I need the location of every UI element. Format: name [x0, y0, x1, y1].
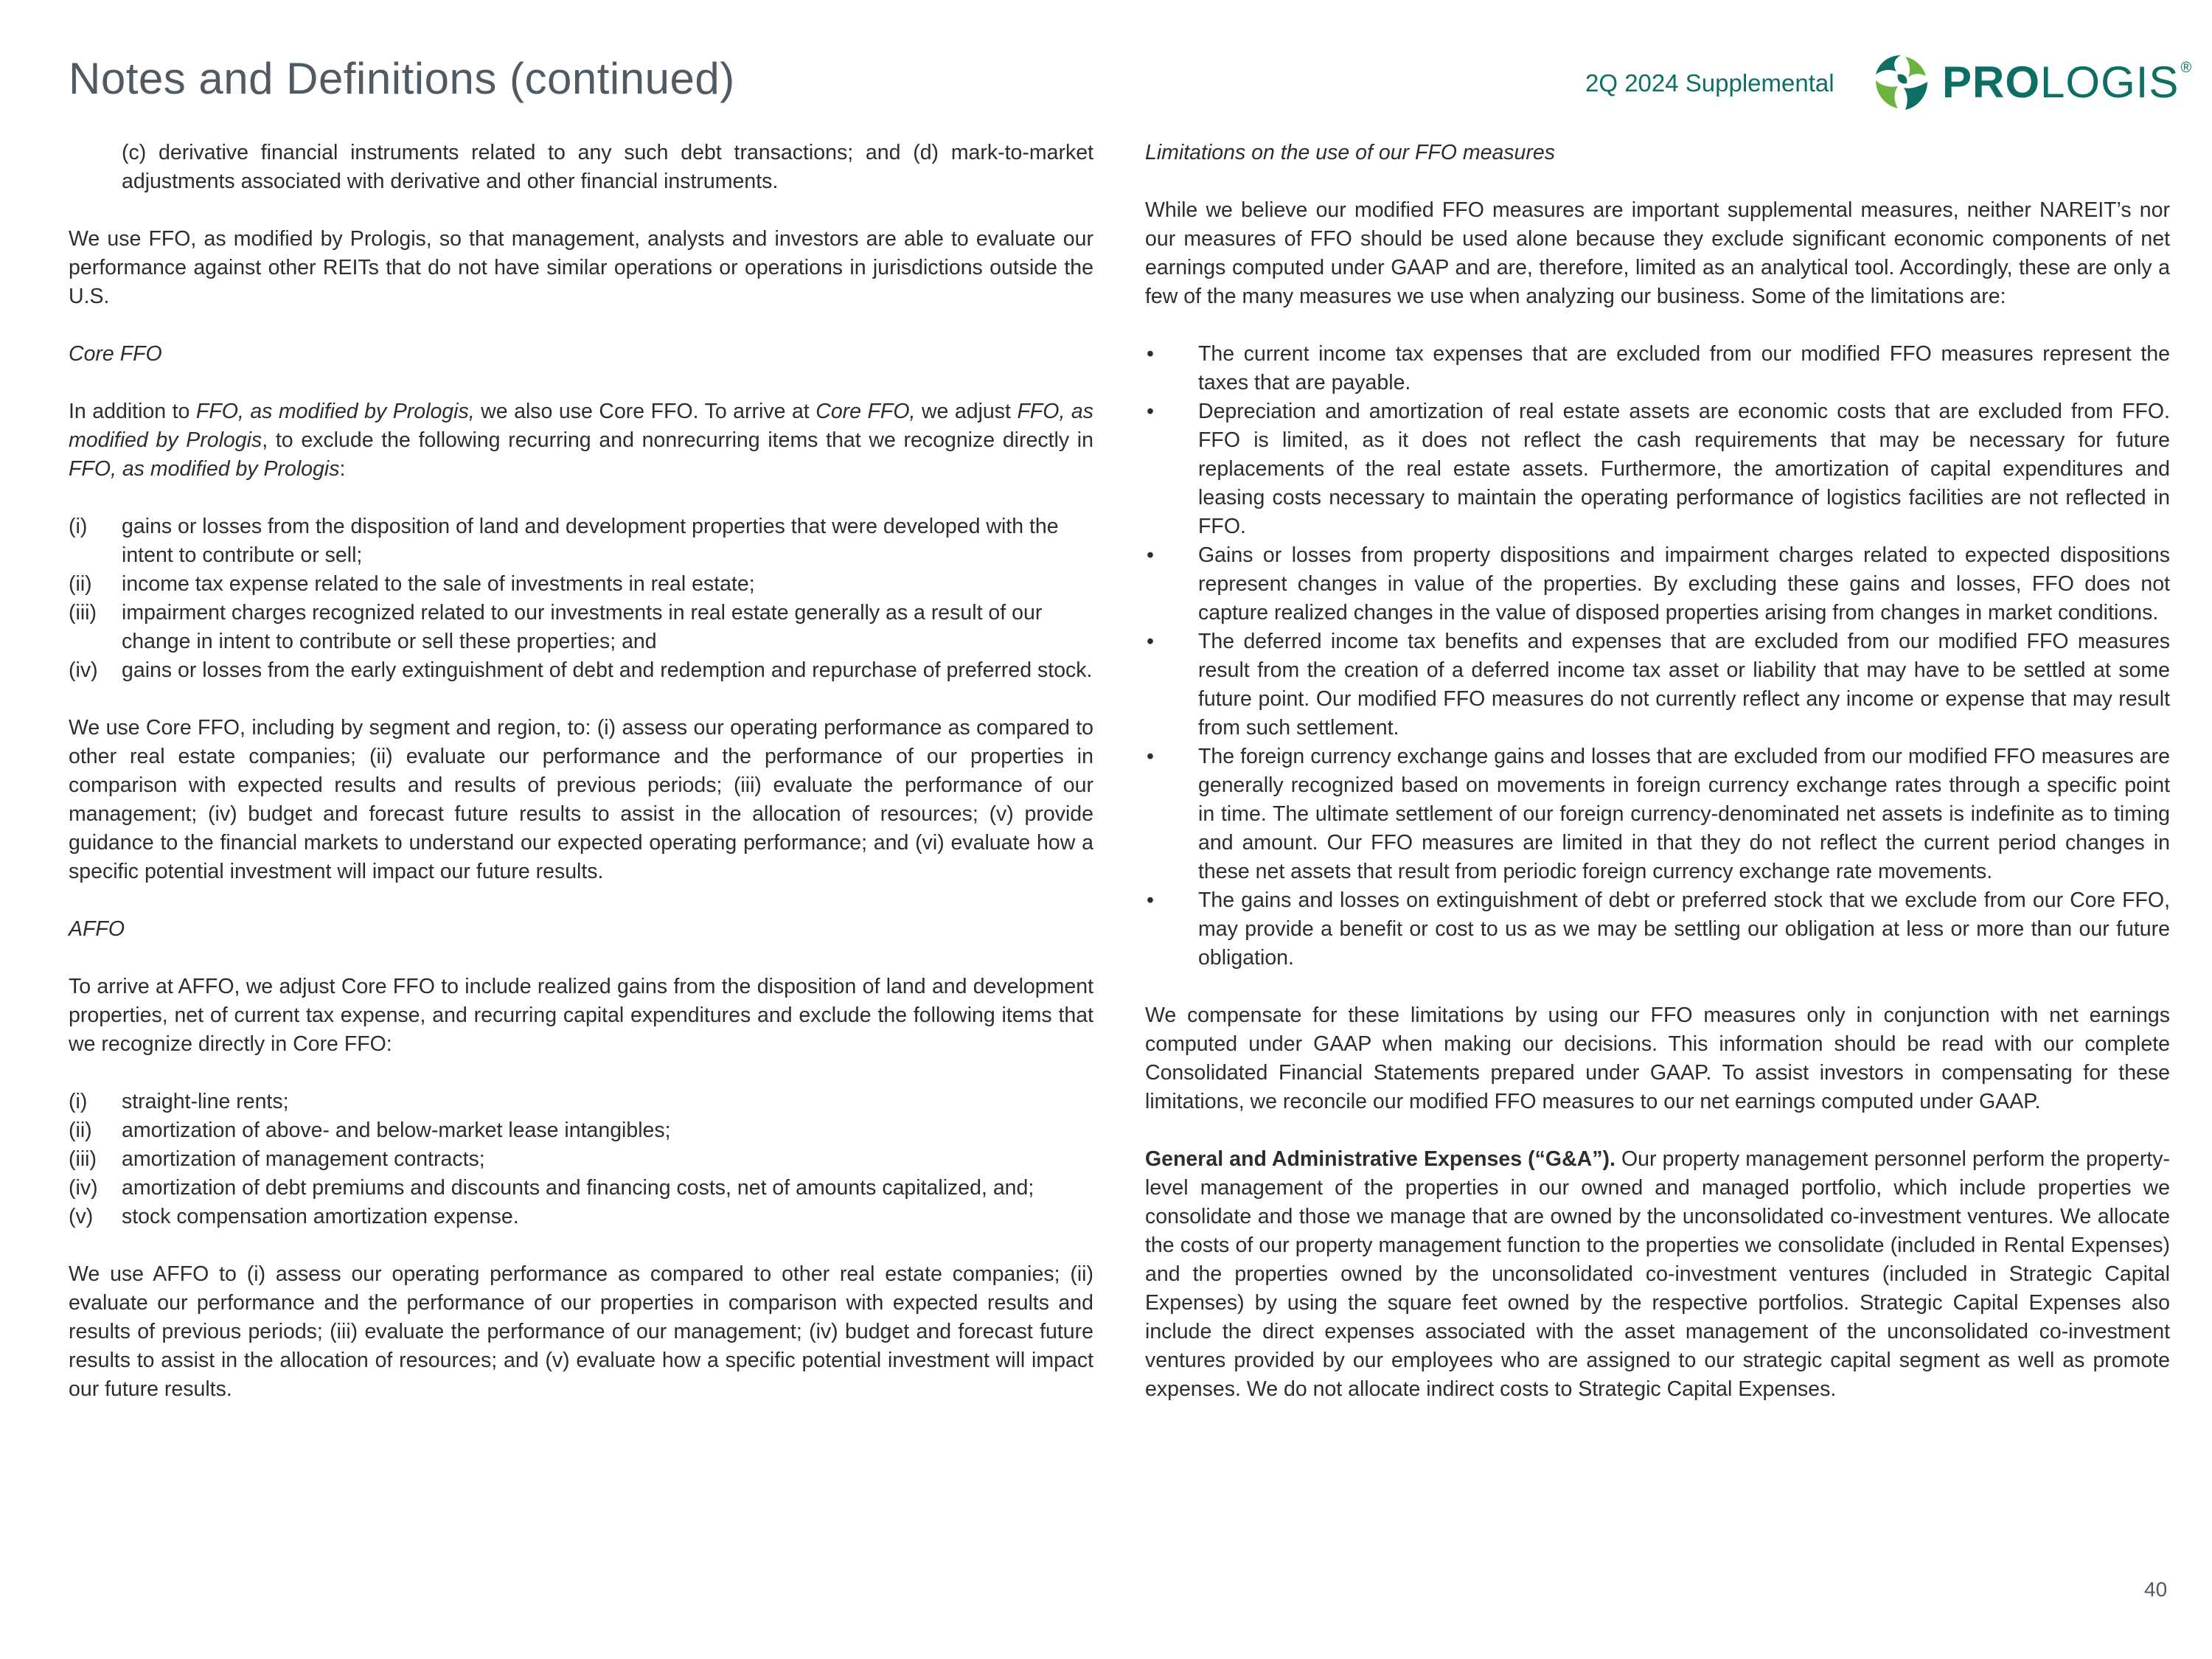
- list-item: [69, 1174, 1093, 1203]
- list-item-number: (iv): [69, 658, 98, 682]
- list-item: [69, 656, 1093, 685]
- core-intro-italic-3: FFO, as modified by Prologis: [69, 400, 1093, 452]
- bullet-icon: •: [1147, 342, 1154, 366]
- core-intro-text-5: :: [339, 457, 346, 481]
- list-item-number: (i): [69, 1090, 88, 1113]
- list-item-text: The current income tax expenses that are excluded from our modified FFO measures represent the taxes that are payable.: [1198, 342, 2170, 394]
- list-item-text: straight-line rents;: [122, 1090, 289, 1113]
- list-item-text: The deferred income tax benefits and expenses that are excluded from our modified FFO measures result from the creation of a deferred income tax asset or liability that may have to be settled at some future point. Our modified FFO measures do not currently reflect any income or expense that may result from such settlement.: [1198, 630, 2170, 740]
- ga-paragraph: [1145, 1145, 2170, 1404]
- logo-text-regular: LOGIS: [2040, 58, 2180, 107]
- core-ffo-heading: Core FFO: [69, 342, 162, 366]
- affo-heading: AFFO: [69, 917, 125, 941]
- list-item: [69, 1088, 1093, 1116]
- list-item-text: stock compensation amortization expense.: [122, 1205, 519, 1228]
- limitations-intro: While we believe our modified FFO measures are important supplemental measures, neither NAREIT’s nor our measures of FFO should be used alone because they exclude significant economic components of net earnings computed under GAAP and are, therefore, limited as an analytical tool. Accordingly, these are only a few of the many measures we use when analyzing our business. Some of the limitations are:: [1145, 198, 2170, 308]
- core-ffo-use-paragraph: We use Core FFO, including by segment and region, to: (i) assess our operating performance as compared to other real estate companies; (ii) evaluate our performance and the performance of our properties in comparison with expected results and results of previous periods; (iii) evaluate the performance of our management; (iv) budget and forecast future results to assist in the allocation of resources; (v) provide guidance to the financial markets to understand our expected operating performance; and (vi) evaluate how a specific potential investment will impact our future results.: [69, 716, 1093, 883]
- logo-wordmark: [1942, 60, 2192, 105]
- list-item-text: gains or losses from the disposition of land and development properties that were developed with the intent to contribute or sell;: [122, 515, 1059, 567]
- list-item-number: (ii): [69, 572, 92, 596]
- list-item-text: Gains or losses from property dispositions and impairment charges related to expected dispositions represent changes in value of the properties. By excluding these gains and losses, FFO does not capture realized changes in the value of disposed properties arising from changes in market conditions.: [1198, 543, 2170, 625]
- core-intro-italic-1: FFO, as modified by Prologis,: [195, 400, 475, 423]
- core-intro-text-3: we adjust: [915, 400, 1018, 423]
- bullet-icon: •: [1147, 888, 1154, 912]
- ffo-modified-paragraph: We use FFO, as modified by Prologis, so that management, analysts and investors are able to evaluate our performance against other REITs that do not have similar operations or operations in jurisdictions outside the U.S.: [69, 227, 1093, 308]
- ga-heading: General and Administrative Expenses (“G&A”).: [1145, 1147, 1615, 1171]
- list-item-text: amortization of management contracts;: [122, 1147, 485, 1171]
- bullet-icon: •: [1147, 745, 1154, 768]
- page-number: 40: [2144, 1578, 2168, 1601]
- list-item-text: income tax expense related to the sale of investments in real estate;: [122, 572, 755, 596]
- list-item: [69, 1145, 1093, 1174]
- core-ffo-intro: [69, 397, 1093, 484]
- affo-items-list: [69, 1088, 1093, 1231]
- list-item-number: (ii): [69, 1119, 92, 1142]
- list-item: [1145, 340, 2170, 397]
- prologis-logo: [1871, 53, 2192, 112]
- affo-use-paragraph: We use AFFO to (i) assess our operating performance as compared to other real estate companies; (ii) evaluate our performance and the performance of our properties in comparison with expected results and results of previous periods; (iii) evaluate the performance of our management; (iv) budget and forecast future results to assist in the allocation of resources; and (v) evaluate how a specific potential investment will impact our future results.: [69, 1262, 1093, 1401]
- affo-intro: To arrive at AFFO, we adjust Core FFO to include realized gains from the disposition of land and development properties, net of current tax expense, and recurring capital expenditures and exclude the following items that we recognize directly in Core FFO:: [69, 975, 1093, 1056]
- list-item-number: (iii): [69, 601, 97, 625]
- list-item-text: The gains and losses on extinguishment of debt or preferred stock that we exclude from our Core FFO, may provide a benefit or cost to us as we may be settling our obligation at less or more than our future obligation.: [1198, 888, 2170, 970]
- list-item: [1145, 742, 2170, 886]
- page-title: Notes and Definitions (continued): [69, 54, 735, 103]
- list-item-text: amortization of above- and below-market lease intangibles;: [122, 1119, 671, 1142]
- right-column: [1145, 139, 2170, 1404]
- list-item-text: The foreign currency exchange gains and losses that are excluded from our modified FFO measures are generally recognized based on movements in foreign currency exchange rates through a specific point in time. The ultimate settlement of our foreign currency-denominated net assets is indefinite as to timing and amount. Our FFO measures are limited in that they do not reflect the current period changes in these net assets that result from periodic foreign currency exchange rate movements.: [1198, 745, 2170, 883]
- list-item: [69, 1116, 1093, 1145]
- core-intro-text-2: we also use Core FFO. To arrive at: [474, 400, 816, 423]
- left-column: [69, 139, 1093, 1404]
- list-item-text: impairment charges recognized related to our investments in real estate generally as a result of our change in intent to contribute or sell these properties; and: [122, 601, 1043, 653]
- list-item-number: (iv): [69, 1176, 98, 1200]
- limitations-bullet-list: [1145, 340, 2170, 973]
- registered-mark: ®: [2180, 60, 2193, 76]
- list-item: [1145, 627, 2170, 742]
- bullet-icon: •: [1147, 630, 1154, 653]
- list-item: [1145, 886, 2170, 973]
- limitations-heading: Limitations on the use of our FFO measures: [1145, 141, 1556, 164]
- core-ffo-items-list: [69, 512, 1093, 685]
- ga-text: Our property management personnel perform the property-level management of the properties in our owned and managed portfolio, which include properties we consolidate and those we manage that are owned by the unconsolidated co-investment ventures. We allocate the costs of our property management function to the properties we consolidate (included in Rental Expenses) and the properties owned by the unconsolidated co-investment ventures (included in Strategic Capital Expenses) by using the square feet owned by the respective portfolios. Strategic Capital Expenses also include the direct expenses associated with the asset management of the unconsolidated co-investment ventures provided by our employees who are assigned to our strategic capital segment as well as promote expenses. We do not allocate indirect costs to Strategic Capital Expenses.: [1145, 1147, 2170, 1401]
- continued-paragraph: (c) derivative financial instruments related to any such debt transactions; and (d) mark-to-market adjustments associated with derivative and other financial instruments.: [122, 141, 1093, 193]
- core-intro-italic-2: Core FFO,: [815, 400, 916, 423]
- core-intro-text-1: In addition to: [69, 400, 196, 423]
- list-item: [69, 512, 1093, 570]
- logo-text-bold: PRO: [1942, 58, 2041, 107]
- list-item-number: (iii): [69, 1147, 97, 1171]
- list-item: [69, 570, 1093, 599]
- list-item: [1145, 397, 2170, 541]
- list-item: [69, 1203, 1093, 1231]
- list-item-text: amortization of debt premiums and discounts and financing costs, net of amounts capitalized, and;: [122, 1176, 1034, 1200]
- report-period-label: 2Q 2024 Supplemental: [1585, 69, 1834, 97]
- core-intro-text-4: , to exclude the following recurring and nonrecurring items that we recognize directly in: [262, 428, 1093, 452]
- list-item-number: (i): [69, 515, 88, 538]
- list-item-text: gains or losses from the early extinguishment of debt and redemption and repurchase of preferred stock.: [122, 658, 1093, 682]
- bullet-icon: •: [1147, 400, 1154, 423]
- bullet-icon: •: [1147, 543, 1154, 567]
- prologis-leaf-globe-icon: [1871, 52, 1932, 113]
- list-item-number: (v): [69, 1205, 94, 1228]
- core-intro-italic-4: FFO, as modified by Prologis: [69, 457, 340, 481]
- list-item: [69, 599, 1093, 656]
- list-item: [1145, 541, 2170, 627]
- list-item-text: Depreciation and amortization of real estate assets are economic costs that are excluded from FFO. FFO is limited, as it does not reflect the cash requirements that may be necessary for future replacements of the real estate assets. Furthermore, the amortization of capital expenditures and leasing costs necessary to maintain the operating performance of logistics facilities are not reflected in FFO.: [1198, 400, 2170, 538]
- compensate-paragraph: We compensate for these limitations by using our FFO measures only in conjunction with net earnings computed under GAAP when making our decisions. This information should be read with our complete Consolidated Financial Statements prepared under GAAP. To assist investors in compensating for these limitations, we reconcile our modified FFO measures to our net earnings computed under GAAP.: [1145, 1004, 2170, 1113]
